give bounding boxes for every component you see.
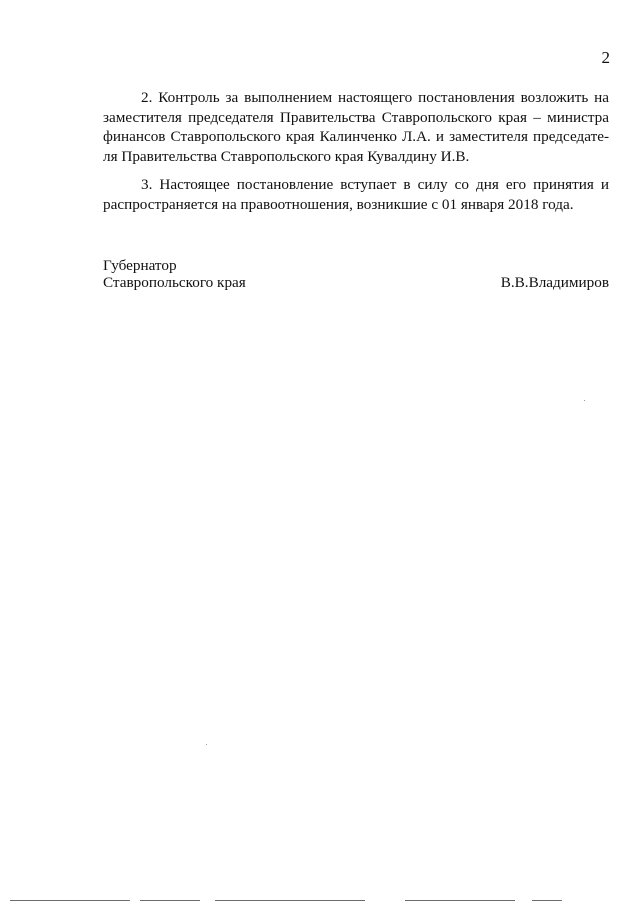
paragraph-control <box>103 88 609 166</box>
page-number: 2 <box>601 48 610 67</box>
scan-speck <box>206 744 207 745</box>
signature-title-line: Губернатор <box>103 257 177 274</box>
footer-rule <box>405 900 515 901</box>
signature-block <box>103 258 609 291</box>
scan-speck <box>584 400 585 401</box>
paragraph-line: распространяется на правоотношения, возникшие с 01 января 2018 года. <box>103 195 574 213</box>
paragraph-effective-date <box>103 175 609 214</box>
footer-rule <box>215 900 365 901</box>
paragraph-line: ля Правительства Ставропольского края Кувалдину И.В. <box>103 147 470 165</box>
paragraph-line: заместителя председателя Правительства Ставропольского края – министра <box>103 108 609 126</box>
paragraph-line: 3. Настоящее постановление вступает в силу со дня его принятия и <box>141 176 609 193</box>
footer-rule <box>10 900 130 901</box>
signature-name: В.В.Владимиров <box>500 273 609 291</box>
signature-title-line: Ставропольского края <box>103 273 246 291</box>
paragraph-line: 2. Контроль за выполнением настоящего постановления возложить на <box>141 89 609 106</box>
footer-rule <box>532 900 562 901</box>
paragraph-line: финансов Ставропольского края Калинченко Л.А. и заместителя председате- <box>103 128 609 145</box>
footer-rule <box>140 900 200 901</box>
